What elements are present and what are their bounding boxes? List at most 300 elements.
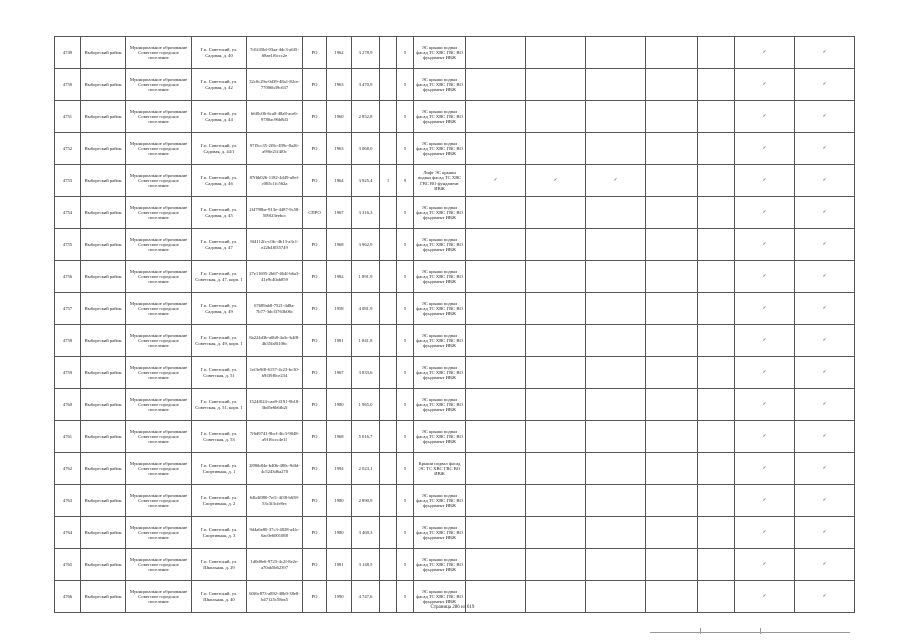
fund-form-cell: РО	[303, 69, 327, 101]
check-cell	[526, 485, 586, 517]
address-cell: Г.п. Советский, ул. Советская, д. 47, корп. 1	[192, 261, 247, 293]
area-cell: 5 016,7	[352, 421, 380, 453]
row-number: 4751	[55, 101, 81, 133]
table-row	[55, 389, 855, 421]
elevator-count-cell	[380, 325, 397, 357]
check-cell	[526, 229, 586, 261]
municipality-cell: Муниципальное образование Советское городское поселение	[126, 197, 192, 229]
check-cell: ✓	[735, 389, 795, 421]
scan-edge-mark	[700, 628, 701, 634]
fias-code-cell: 7d1f45bf-03aa-4dc3-a6f5-68ae1f6ccc2e	[247, 37, 303, 69]
elevator-count-cell	[380, 37, 397, 69]
year-cell: 1960	[327, 101, 352, 133]
row-number: 4761	[55, 421, 81, 453]
elevator-count-cell	[380, 69, 397, 101]
address-cell: Г.п. Советский, ул. Садовая, д. 47	[192, 229, 247, 261]
check-cell	[526, 389, 586, 421]
year-cell: 1982	[327, 261, 352, 293]
area-cell: 3 925,4	[352, 165, 380, 197]
district-cell: Выборгский район	[81, 261, 126, 293]
check-cell: ✓	[735, 261, 795, 293]
fias-code-cell: 9d4a6e80-37c3-4828-a4fc-6ac0e6001088	[247, 517, 303, 549]
table-row	[55, 37, 855, 69]
check-cell	[586, 389, 646, 421]
works-cell: ЭС крыши подвал фасад ТС ХВС ГВС ВО фундамент ИВЖ	[414, 133, 466, 165]
check-cell	[646, 517, 698, 549]
address-cell: Г.п. Советский, ул. Садовая, д. 44	[192, 101, 247, 133]
year-cell: 1968	[327, 229, 352, 261]
district-cell: Выборгский район	[81, 101, 126, 133]
works-cell: ЭС крыши подвал фасад ТС ХВС ГВС ВО фундамент ИВЖ	[414, 293, 466, 325]
row-number: 4753	[55, 165, 81, 197]
table-row	[55, 165, 855, 197]
check-cell	[526, 69, 586, 101]
check-cell: ✓	[795, 197, 855, 229]
check-cell	[698, 69, 735, 101]
works-cell: ЭС крыши подвал фасад ТС ХВС ГВС ВО фундамент ИВЖ	[414, 101, 466, 133]
area-cell: 3 470,9	[352, 69, 380, 101]
district-cell: Выборгский район	[81, 421, 126, 453]
table-row	[55, 453, 855, 485]
municipality-cell: Муниципальное образование Советское городское поселение	[126, 389, 192, 421]
works-cell: ЭС крыши подвал фасад ТС ХВС ГВС ВО фундамент ИВЖ	[414, 421, 466, 453]
check-cell	[466, 37, 526, 69]
table-row	[55, 133, 855, 165]
address-cell: Г.п. Советский, ул. Спортивная, д. 3	[192, 517, 247, 549]
floors-cell: 5	[397, 293, 414, 325]
check-cell	[646, 325, 698, 357]
floors-cell: 5	[397, 389, 414, 421]
check-cell: ✓	[466, 165, 526, 197]
check-cell	[698, 325, 735, 357]
floors-cell: 5	[397, 101, 414, 133]
elevator-count-cell	[380, 453, 397, 485]
fias-code-cell: 67689ab8-7521-4d8a-7b77-3dcf3763b06c	[247, 293, 303, 325]
area-cell: 3 278,9	[352, 37, 380, 69]
area-cell: 2 852,8	[352, 101, 380, 133]
check-cell	[526, 133, 586, 165]
elevator-count-cell	[380, 517, 397, 549]
floors-cell: 5	[397, 261, 414, 293]
check-cell	[586, 261, 646, 293]
municipality-cell: Муниципальное образование Советское городское поселение	[126, 293, 192, 325]
address-cell: Г.п. Советский, ул. Спортивная, д. 1	[192, 453, 247, 485]
check-cell	[586, 453, 646, 485]
check-cell: ✓	[795, 325, 855, 357]
table-row	[55, 69, 855, 101]
floors-cell: 5	[397, 453, 414, 485]
check-cell: ✓	[795, 389, 855, 421]
address-cell: Г.п. Советский, ул. Садовая, д. 40	[192, 37, 247, 69]
row-number: 4760	[55, 389, 81, 421]
check-cell	[698, 293, 735, 325]
district-cell: Выборгский район	[81, 453, 126, 485]
works-cell: ЭС крыши подвал фасад ТС ХВС ГВС ВО фундамент ИВЖ	[414, 197, 466, 229]
year-cell: 1964	[327, 165, 352, 197]
check-cell	[466, 101, 526, 133]
check-cell	[646, 485, 698, 517]
year-cell: 1980	[327, 517, 352, 549]
fund-form-cell: РО	[303, 293, 327, 325]
check-cell	[698, 37, 735, 69]
year-cell: 1958	[327, 293, 352, 325]
check-cell	[526, 197, 586, 229]
check-cell	[586, 549, 646, 581]
year-cell: 1967	[327, 357, 352, 389]
row-number: 4764	[55, 517, 81, 549]
floors-cell: 9	[397, 165, 414, 197]
floors-cell: 5	[397, 325, 414, 357]
elevator-count-cell	[380, 293, 397, 325]
fund-form-cell: РО	[303, 453, 327, 485]
check-cell	[646, 165, 698, 197]
district-cell: Выборгский район	[81, 549, 126, 581]
check-cell: ✓	[735, 517, 795, 549]
check-cell	[526, 37, 586, 69]
check-cell	[698, 357, 735, 389]
fund-form-cell: РО	[303, 165, 327, 197]
check-cell	[586, 197, 646, 229]
check-cell: ✓	[735, 421, 795, 453]
municipality-cell: Муниципальное образование Советское городское поселение	[126, 325, 192, 357]
works-cell: ЭС крыши подвал фасад ТС ХВС ГВС ВО фундамент ИВЖ	[414, 69, 466, 101]
year-cell: 1981	[327, 325, 352, 357]
check-cell	[698, 549, 735, 581]
works-cell: Крыши подвал фасад ЭС ТС ХВС ГВС ВО ИВЖ	[414, 453, 466, 485]
floors-cell: 5	[397, 517, 414, 549]
elevator-count-cell	[380, 197, 397, 229]
works-cell: ЭС крыши подвал фасад ТС ХВС ГВС ВО фундамент ИВЖ	[414, 517, 466, 549]
check-cell	[466, 421, 526, 453]
check-cell: ✓	[735, 37, 795, 69]
fias-code-cell: 1ef3e9f8-6157-4c23-bc30-b9f39f0ce234	[247, 357, 303, 389]
check-cell: ✓	[795, 453, 855, 485]
check-cell: ✓	[795, 421, 855, 453]
check-cell: ✓	[795, 549, 855, 581]
elevator-count-cell	[380, 389, 397, 421]
area-cell: 3 962,9	[352, 229, 380, 261]
municipality-cell: Муниципальное образование Советское городское поселение	[126, 69, 192, 101]
fias-code-cell: 87f6b026-1182-4d49-a0ef-c065c1fc562a	[247, 165, 303, 197]
fund-form-cell: РО	[303, 389, 327, 421]
check-cell	[466, 549, 526, 581]
district-cell: Выборгский район	[81, 581, 126, 613]
floors-cell: 5	[397, 485, 414, 517]
elevator-count-cell	[380, 549, 397, 581]
check-cell	[526, 293, 586, 325]
check-cell	[646, 421, 698, 453]
municipality-cell: Муниципальное образование Советское городское поселение	[126, 101, 192, 133]
table-row	[55, 325, 855, 357]
row-number: 4757	[55, 293, 81, 325]
check-cell	[698, 229, 735, 261]
check-cell	[586, 101, 646, 133]
check-cell	[698, 261, 735, 293]
check-cell: ✓	[735, 101, 795, 133]
fias-code-cell: 2896b84e-b40b-480c-9dfd-4c5243d6a270	[247, 453, 303, 485]
check-cell	[526, 101, 586, 133]
address-cell: Г.п. Советский, ул. Школьная, д. 29	[192, 549, 247, 581]
elevator-count-cell	[380, 421, 397, 453]
elevator-count-cell	[380, 229, 397, 261]
area-cell: 1 891,9	[352, 261, 380, 293]
check-cell	[586, 69, 646, 101]
table-row	[55, 517, 855, 549]
check-cell	[698, 517, 735, 549]
check-cell: ✓	[795, 581, 855, 613]
check-cell: ✓	[795, 485, 855, 517]
check-cell	[646, 197, 698, 229]
fund-form-cell: РО	[303, 549, 327, 581]
row-number: 4766	[55, 581, 81, 613]
check-cell	[646, 293, 698, 325]
fund-form-cell: СПРО	[303, 197, 327, 229]
table-row	[55, 421, 855, 453]
check-cell: ✓	[735, 293, 795, 325]
district-cell: Выборгский район	[81, 133, 126, 165]
row-number: 4758	[55, 325, 81, 357]
fias-code-cell: b6f0c06-6ca0-48a8-ace6-9780ac96b8d3	[247, 101, 303, 133]
check-cell	[698, 389, 735, 421]
check-cell	[646, 37, 698, 69]
elevator-count-cell	[380, 357, 397, 389]
district-cell: Выборгский район	[81, 197, 126, 229]
works-cell: ЭС крыши подвал фасад ТС ХВС ГВС ВО фундамент ИВЖ	[414, 357, 466, 389]
check-cell: ✓	[735, 549, 795, 581]
fias-code-cell: 60f6c873-a892-40b9-38e8-b47125c58ea5	[247, 581, 303, 613]
floors-cell: 5	[397, 69, 414, 101]
floors-cell: 5	[397, 421, 414, 453]
check-cell: ✓	[735, 165, 795, 197]
table-row	[55, 101, 855, 133]
floors-cell: 5	[397, 37, 414, 69]
table-row	[55, 229, 855, 261]
check-cell	[586, 357, 646, 389]
area-cell: 3 469,3	[352, 517, 380, 549]
works-cell: ЭС крыши подвал фасад ТС ХВС ГВС ВО фундамент ИВЖ	[414, 261, 466, 293]
area-cell: 4 747,6	[352, 581, 380, 613]
check-cell	[466, 453, 526, 485]
check-cell: ✓	[795, 101, 855, 133]
address-cell: Г.п. Советский, ул. Советская, д. 49, корп. 1	[192, 325, 247, 357]
municipality-cell: Муниципальное образование Советское городское поселение	[126, 421, 192, 453]
municipality-cell: Муниципальное образование Советское городское поселение	[126, 261, 192, 293]
fund-form-cell: РО	[303, 101, 327, 133]
year-cell: 1967	[327, 197, 352, 229]
works-cell: ЭС крыши подвал фасад ТС ХВС ГВС ВО фундамент ИВЖ	[414, 325, 466, 357]
elevator-count-cell	[380, 133, 397, 165]
check-cell	[586, 229, 646, 261]
check-cell	[526, 261, 586, 293]
check-cell	[698, 421, 735, 453]
municipality-cell: Муниципальное образование Советское городское поселение	[126, 549, 192, 581]
check-cell	[466, 133, 526, 165]
check-cell: ✓	[735, 133, 795, 165]
check-cell	[586, 517, 646, 549]
address-cell: Г.п. Советский, ул. Школьная, д. 40	[192, 581, 247, 613]
fias-code-cell: 97f5cc35-2f8c-499c-8a26-a99fe21f4f0c	[247, 133, 303, 165]
area-cell: 3 068,0	[352, 133, 380, 165]
year-cell: 1963	[327, 133, 352, 165]
check-cell: ✓	[526, 165, 586, 197]
district-cell: Выборгский район	[81, 485, 126, 517]
row-number: 4754	[55, 197, 81, 229]
fias-code-cell: 1524f024-cae8-4191-9b18-3bd5e6b6fb2f	[247, 389, 303, 421]
row-number: 4763	[55, 485, 81, 517]
check-cell: ✓	[735, 229, 795, 261]
check-cell	[698, 485, 735, 517]
address-cell: Г.п. Советский, ул. Советская, д. 51, корп. 1	[192, 389, 247, 421]
address-cell: Г.п. Советский, ул. Садовая, д. 46	[192, 165, 247, 197]
check-cell	[526, 549, 586, 581]
address-cell: Г.п. Советский, ул. Садовая, д. 42	[192, 69, 247, 101]
table-row	[55, 293, 855, 325]
address-cell: Г.п. Советский, ул. Садовая, д. 45	[192, 197, 247, 229]
check-cell: ✓	[735, 69, 795, 101]
check-cell: ✓	[735, 485, 795, 517]
check-cell: ✓	[795, 261, 855, 293]
check-cell	[646, 261, 698, 293]
area-cell: 1 965,0	[352, 389, 380, 421]
fund-form-cell: РО	[303, 229, 327, 261]
district-cell: Выборгский район	[81, 389, 126, 421]
year-cell: 1968	[327, 421, 352, 453]
fias-code-cell: 8f4112fc-c0fc-4b13-a3c1-e22b4f035749	[247, 229, 303, 261]
row-number: 4765	[55, 549, 81, 581]
check-cell	[698, 165, 735, 197]
check-cell: ✓	[795, 357, 855, 389]
address-cell: Г.п. Советский, ул. Спортивная, д. 2	[192, 485, 247, 517]
municipality-cell: Муниципальное образование Советское городское поселение	[126, 485, 192, 517]
row-number: 4749	[55, 37, 81, 69]
check-cell	[646, 101, 698, 133]
check-cell: ✓	[735, 197, 795, 229]
year-cell: 1962	[327, 37, 352, 69]
floors-cell: 5	[397, 357, 414, 389]
check-cell: ✓	[735, 357, 795, 389]
works-cell: ЭС крыши подвал фасад ТС ХВС ГВС ВО фундамент ИВЖ	[414, 549, 466, 581]
check-cell	[698, 197, 735, 229]
year-cell: 1990	[327, 581, 352, 613]
municipality-cell: Муниципальное образование Советское городское поселение	[126, 229, 192, 261]
check-cell: ✓	[735, 581, 795, 613]
check-cell	[466, 229, 526, 261]
row-number: 4755	[55, 229, 81, 261]
check-cell	[698, 101, 735, 133]
table-row	[55, 357, 855, 389]
elevator-count-cell	[380, 101, 397, 133]
check-cell: ✓	[795, 133, 855, 165]
fund-form-cell: РО	[303, 133, 327, 165]
works-cell: ЭС крыши подвал фасад ТС ХВС ГВС ВО фундамент ИВЖ	[414, 37, 466, 69]
district-cell: Выборгский район	[81, 357, 126, 389]
floors-cell: 5	[397, 549, 414, 581]
check-cell	[646, 133, 698, 165]
fias-code-cell: 1d0d0e6-9723-4c2f-8e2e-a70ab5b62397	[247, 549, 303, 581]
check-cell	[646, 549, 698, 581]
check-cell	[646, 453, 698, 485]
check-cell	[466, 261, 526, 293]
check-cell	[586, 293, 646, 325]
year-cell: 1981	[327, 549, 352, 581]
table-row	[55, 261, 855, 293]
scan-edge-line	[650, 632, 850, 633]
district-cell: Выборгский район	[81, 165, 126, 197]
address-cell: Г.п. Советский, ул. Советская, д. 51	[192, 357, 247, 389]
check-cell	[466, 485, 526, 517]
fias-code-cell: 7f6d9741-9bcf-4fc3-9048-a9f16ccc4e1f	[247, 421, 303, 453]
fund-form-cell: РО	[303, 325, 327, 357]
check-cell: ✓	[795, 37, 855, 69]
fias-code-cell: 32c0c29a-0d39-48a1-82ce-77006b39c637	[247, 69, 303, 101]
check-cell: ✓	[795, 229, 855, 261]
district-cell: Выборгский район	[81, 293, 126, 325]
check-cell: ✓	[795, 293, 855, 325]
municipality-cell: Муниципальное образование Советское городское поселение	[126, 517, 192, 549]
district-cell: Выборгский район	[81, 517, 126, 549]
scan-edge-mark	[760, 628, 761, 634]
year-cell: 1994	[327, 453, 352, 485]
fund-form-cell: РО	[303, 517, 327, 549]
table-row	[55, 485, 855, 517]
check-cell	[586, 133, 646, 165]
check-cell	[466, 357, 526, 389]
check-cell	[466, 389, 526, 421]
area-cell: 3 316,3	[352, 197, 380, 229]
page-footer: Страница 286 из 619	[430, 605, 475, 610]
check-cell	[526, 357, 586, 389]
fias-code-cell: 64b4f080-7ef1-4f38-b658-53c3f3cfe8ec	[247, 485, 303, 517]
check-cell: ✓	[795, 69, 855, 101]
check-cell	[586, 325, 646, 357]
row-number: 4762	[55, 453, 81, 485]
check-cell	[698, 133, 735, 165]
area-cell: 2 023,1	[352, 453, 380, 485]
check-cell: ✓	[795, 165, 855, 197]
address-cell: Г.п. Советский, ул. Садовая, д. 49	[192, 293, 247, 325]
municipality-cell: Муниципальное образование Советское городское поселение	[126, 581, 192, 613]
row-number: 4756	[55, 261, 81, 293]
fund-form-cell: РО	[303, 421, 327, 453]
housing-register-table	[54, 36, 855, 613]
floors-cell: 5	[397, 229, 414, 261]
area-cell: 3 833,6	[352, 357, 380, 389]
area-cell: 1 841,8	[352, 325, 380, 357]
year-cell: 1980	[327, 389, 352, 421]
check-cell	[526, 325, 586, 357]
check-cell	[586, 421, 646, 453]
area-cell: 4 081,9	[352, 293, 380, 325]
fias-code-cell: 2f4798be-913e-4487-9c58-509f23eebcc	[247, 197, 303, 229]
check-cell: ✓	[795, 517, 855, 549]
works-cell: ЭС крыши подвал фасад ТС ХВС ГВС ВО фундамент ИВЖ	[414, 389, 466, 421]
municipality-cell: Муниципальное образование Советское городское поселение	[126, 453, 192, 485]
municipality-cell: Муниципальное образование Советское городское поселение	[126, 357, 192, 389]
fias-code-cell: 8a224d3b-a0b8-4a3c-b4f8-4b35fa8f106c	[247, 325, 303, 357]
address-cell: Г.п. Советский, ул. Советская, д. 53	[192, 421, 247, 453]
floors-cell: 5	[397, 197, 414, 229]
row-number: 4750	[55, 69, 81, 101]
district-cell: Выборгский район	[81, 37, 126, 69]
check-cell: ✓	[735, 325, 795, 357]
check-cell	[466, 325, 526, 357]
check-cell	[646, 229, 698, 261]
fund-form-cell: РО	[303, 37, 327, 69]
check-cell: ✓	[586, 165, 646, 197]
municipality-cell: Муниципальное образование Советское городское поселение	[126, 165, 192, 197]
area-cell: 3 148,5	[352, 549, 380, 581]
check-cell	[466, 517, 526, 549]
